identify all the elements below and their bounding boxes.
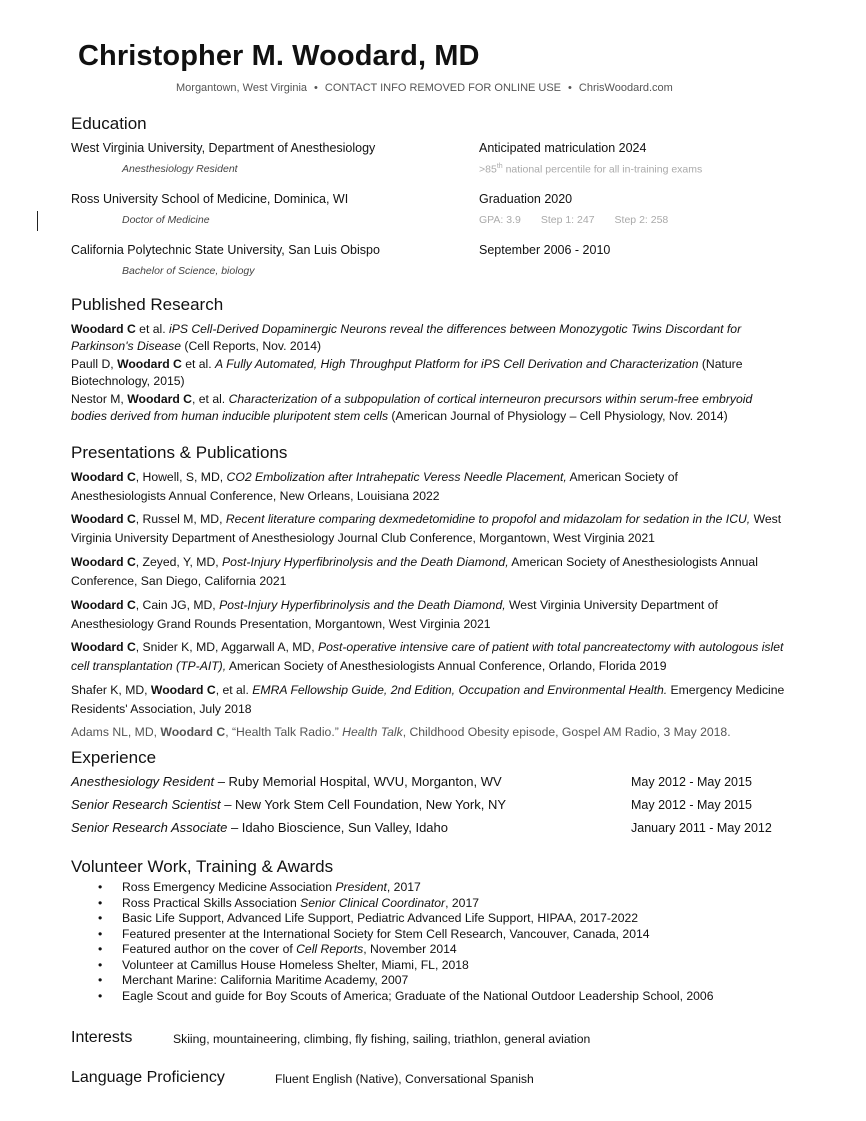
presentation-entry: Shafer K, MD, Woodard C, et al. EMRA Fellowship Guide, 2nd Edition, Occupation and Environmental Health. Emergency Medicine Residents' Association, July 2018: [71, 683, 785, 716]
presentation-entry: Adams NL, MD, Woodard C, “Health Talk Radio.” Health Talk, Childhood Obesity episode, Gospel AM Radio, 3 May 2018.: [71, 725, 731, 739]
section-heading-research: Published Research: [71, 295, 224, 314]
experience-role: Senior Research Associate – Idaho Bioscience, Sun Valley, Idaho: [71, 820, 448, 835]
experience-role: Senior Research Scientist – New York Stem Cell Foundation, New York, NY: [71, 797, 507, 812]
section-heading-languages: Language Proficiency: [71, 1069, 225, 1086]
text-cursor: [37, 211, 38, 231]
separator: •: [314, 82, 318, 94]
research-entry: Nestor M, Woodard C, et al. Characterization of a subpopulation of cortical interneuron precursors within serum-free embryoid bodies derived from human inducible pluripotent stem cells (American Journal of Physiology – Cell Physiology, Nov. 2014): [71, 392, 753, 423]
presentation-entry: Woodard C, Zeyed, Y, MD, Post-Injury Hyperfibrinolysis and the Death Diamond, American Society of Anesthesiologists Annual Conference, San Diego, California 2021: [71, 555, 758, 588]
list-item: • Volunteer at Camillus House Homeless Shelter, Miami, FL, 2018: [98, 957, 469, 972]
bullet: •: [98, 973, 103, 987]
list-item: • Merchant Marine: California Maritime Academy, 2007: [98, 973, 409, 987]
education-degree: Anesthesiology Resident: [122, 163, 238, 175]
research-entry: Woodard C et al. iPS Cell-Derived Dopaminergic Neurons reveal the differences between Monozygotic Twins Discordant for Parkinson's Disease (Cell Reports, Nov. 2014): [71, 322, 742, 353]
bullet: •: [98, 880, 103, 894]
list-item: • Featured presenter at the International Society for Stem Cell Research, Vancouver, Canada, 2014: [98, 926, 650, 941]
education-school: California Polytechnic State University, San Luis Obispo: [71, 243, 380, 257]
experience-role: Anesthesiology Resident – Ruby Memorial Hospital, WVU, Morganton, WV: [71, 774, 502, 789]
location: Morgantown, West Virginia: [176, 82, 308, 94]
education-degree: Bachelor of Science, biology: [122, 265, 255, 277]
bullet: •: [98, 957, 103, 972]
bullet: •: [98, 942, 103, 956]
interests-text: Skiing, mountaineering, climbing, fly fishing, sailing, triathlon, general aviation: [173, 1032, 591, 1046]
bullet: •: [98, 926, 103, 941]
list-item: • Eagle Scout and guide for Boy Scouts of America; Graduate of the National Outdoor Leadership School, 2006: [98, 988, 714, 1003]
list-item: • Basic Life Support, Advanced Life Support, Pediatric Advanced Life Support, HIPAA, 2017-2022: [98, 911, 639, 925]
education-scores: [479, 214, 668, 226]
education-degree: Doctor of Medicine: [122, 214, 210, 226]
presentation-entry: Woodard C, Howell, S, MD, CO2 Embolization after Intrahepatic Veress Needle Placement, American Society of Anesthesiologists Annual Conference, New Orleans, Louisiana 2022: [71, 470, 678, 503]
step1-score: Step 1: 247: [540, 214, 595, 226]
bullet: •: [98, 895, 103, 910]
presentation-entry: Woodard C, Russel M, MD, Recent literature comparing dexmedetomidine to propofol and midazolam for sedation in the ICU, West Virginia University Department of Anesthesiology Journal Club Conference, Morgantown, West Virginia 2021: [71, 512, 782, 545]
presentation-entry: Woodard C, Snider K, MD, Aggarwall A, MD, Post-operative intensive care of patient with total pancreatectomy with autologous islet cell transplantation (TP-AIT), American Society of Anesthesiologists Annual Conference, Orlando, Florida 2019: [71, 640, 784, 673]
experience-dates: May 2012 - May 2015: [631, 798, 752, 812]
experience-dates: January 2011 - May 2012: [631, 821, 772, 835]
experience-dates: May 2012 - May 2015: [631, 775, 752, 789]
section-heading-education: Education: [71, 114, 147, 133]
section-heading-volunteer: Volunteer Work, Training & Awards: [71, 857, 334, 876]
bullet: •: [98, 911, 103, 925]
languages-text: Fluent English (Native), Conversational Spanish: [275, 1072, 534, 1086]
section-heading-experience: Experience: [71, 748, 157, 767]
step2-score: Step 2: 258: [614, 214, 669, 226]
list-item: • Ross Emergency Medicine Association President, 2017: [98, 880, 421, 894]
education-school: West Virginia University, Department of Anesthesiology: [71, 141, 376, 155]
separator: •: [568, 82, 572, 94]
section-heading-presentations: Presentations & Publications: [71, 443, 288, 462]
contact-line: [176, 82, 673, 94]
education-date: Anticipated matriculation 2024: [479, 141, 647, 155]
list-item: • Featured author on the cover of Cell Reports, November 2014: [98, 942, 457, 956]
section-heading-interests: Interests: [71, 1029, 133, 1046]
education-school: Ross University School of Medicine, Dominica, WI: [71, 192, 349, 206]
research-entry: Paull D, Woodard C et al. A Fully Automated, High Throughput Platform for iPS Cell Derivation and Characterization (Nature Biotechnology, 2015): [71, 357, 743, 388]
resume-name: Christopher M. Woodard, MD: [78, 40, 480, 72]
gpa: GPA: 3.9: [479, 214, 521, 226]
presentation-entry: Woodard C, Cain JG, MD, Post-Injury Hyperfibrinolysis and the Death Diamond, West Virginia University Department of Anesthesiology Grand Rounds Presentation, Morgantown, West Virginia 2021: [71, 598, 718, 631]
bullet: •: [98, 988, 103, 1003]
education-note: >85th national percentile for all in-training exams: [479, 163, 703, 176]
education-date: Graduation 2020: [479, 192, 573, 206]
contact-info: CONTACT INFO REMOVED FOR ONLINE USE: [324, 82, 562, 94]
education-date: September 2006 - 2010: [479, 243, 611, 257]
volunteer-list: [98, 880, 798, 1004]
website-link[interactable]: ChrisWoodard.com: [578, 82, 673, 94]
list-item: • Ross Practical Skills Association Senior Clinical Coordinator, 2017: [98, 895, 479, 910]
